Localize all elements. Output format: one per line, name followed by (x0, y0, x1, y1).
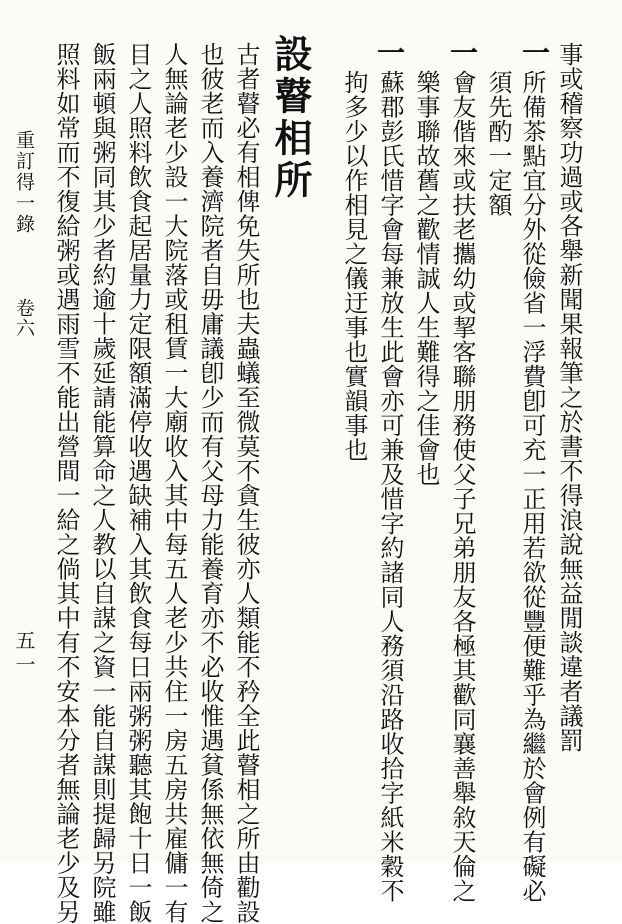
body-line-3: 人無論老少設一大院落或租賃一大廟收入其中每五人老少共住一房五房共雇傭一有 (160, 42, 188, 924)
page-number: 五一 (12, 630, 36, 678)
body-line-6: 照料如常而不復給粥或遇雨雪不能出營間一給之倘其中有不安本分者無論老少及另 (52, 42, 80, 924)
entry-marker: 一 (518, 38, 551, 66)
entry-marker: 一 (446, 38, 479, 66)
running-header-volume: 卷六 (13, 298, 35, 338)
entry-2-line-2: 樂事聯故舊之歡情誠人生難得之佳會也 (412, 70, 440, 487)
body-line-5: 飯兩頓與粥同其少者約逾十歲延請能算命之人教以自謀之資一能自謀則提歸另院雖 (88, 42, 116, 924)
entry-3-line-2: 拘多少以作相見之儀迂事也實韻事也 (340, 70, 368, 462)
body-line-4: 目之人照料飲食起居量力定限額滿停收遇缺補入其飲食每日兩粥粥聽其飽十日一飯 (124, 42, 152, 924)
entry-3-line-1: 蘇郡彭氏惜字會每兼放生此會亦可兼及惜字約諸同人務須沿路收拾字紙米穀不 (376, 70, 404, 903)
section-heading: 設瞽相所 (268, 34, 313, 202)
entry-1-line-2: 所備茶點宜分外從儉省一浮費卽可充一正用若欲從豐便難乎為繼於會例有礙必 (518, 70, 546, 903)
entry-2-line-1: 會友偕來或扶老攜幼或挈客聯朋務使父子兄弟朋友各極其歡同襄善舉敘天倫之 (448, 70, 476, 903)
body-line-1: 古者瞽必有相俾免失所也夫蟲蟻至微莫不貪生彼亦人類能不矜全此瞽相之所由勸設 (232, 42, 260, 924)
running-header-title: 重訂得一錄 (13, 130, 35, 235)
body-line-2: 也彼老而入養濟院者自毋庸議卽少而有父母力能養育亦不必收惟遇貧係無依無倚之 (196, 42, 224, 924)
entry-marker: 一 (373, 38, 406, 66)
entry-1-line-1: 事或稽察功過或各舉新聞果報筆之於書不得浪說無益閒談違者議罰 (555, 42, 583, 753)
entry-1-line-3: 須先酌一定額 (484, 70, 512, 217)
